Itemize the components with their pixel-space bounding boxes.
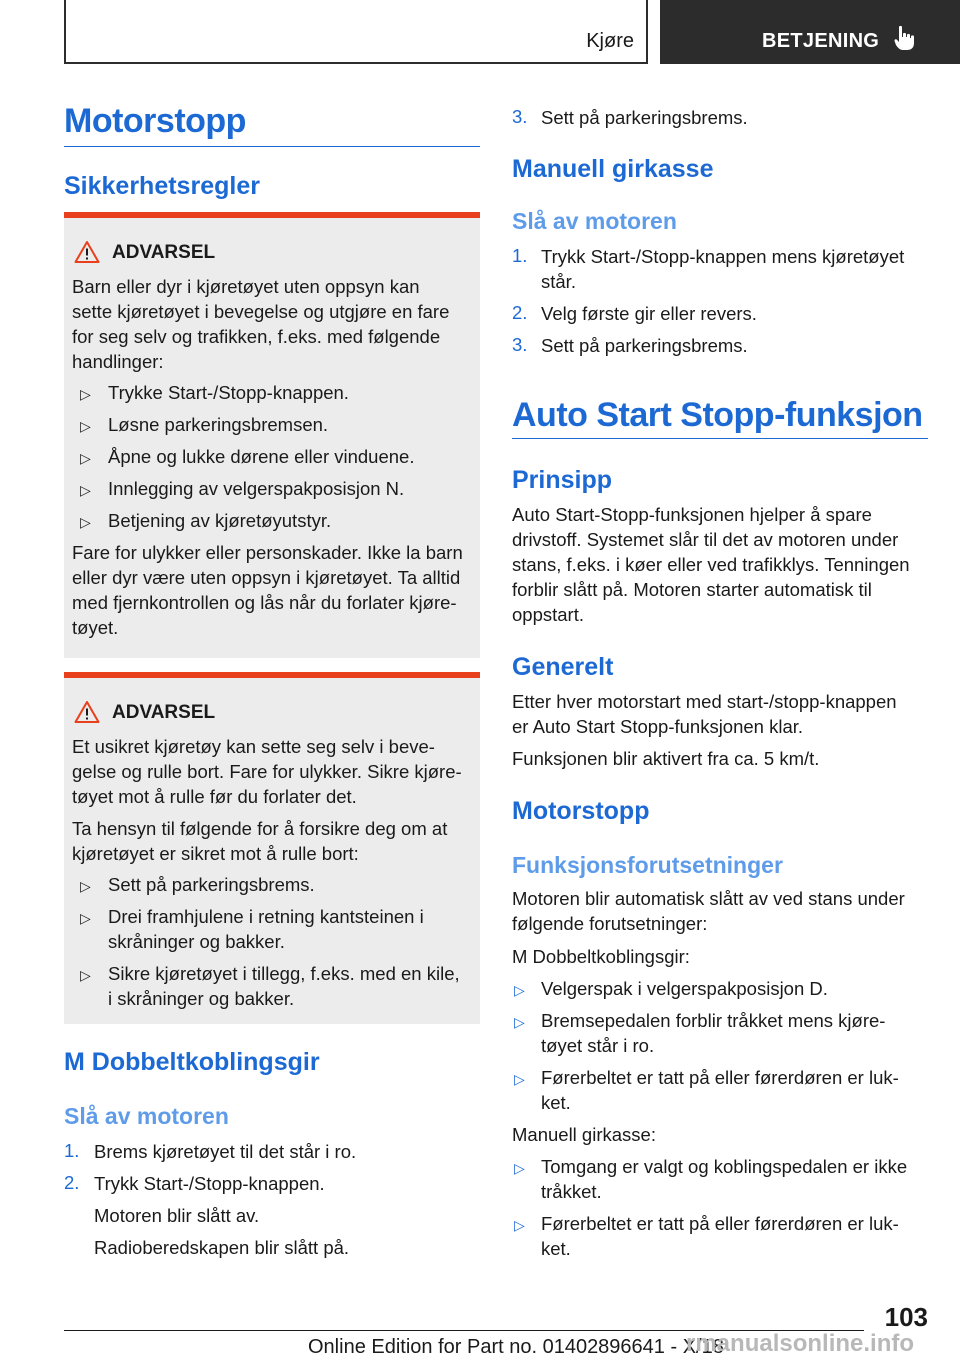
paragraph: Motoren blir automatisk slått av ved stans under følgende forutsetninger: bbox=[512, 888, 905, 934]
warning-text: Ta hensyn til følgende for å forsikre deg om at kjøretøyet er sikret mot å rulle bort: bbox=[72, 818, 448, 864]
page-number: 103 bbox=[884, 1302, 928, 1332]
warning-triangle-icon bbox=[74, 700, 100, 724]
list-item: Løsne parkeringsbremsen. bbox=[108, 414, 329, 435]
subsection-heading: Slå av motoren bbox=[512, 208, 677, 234]
warning-text: Fare for ulykker eller personskader. Ikke la barn eller dyr være uten oppsyn i kjøretøyet. Ta alltid med fjernkontrollen og lås når du forlater kjøre- tøyet. bbox=[72, 542, 463, 638]
list-item: Førerbeltet er tatt på eller førerdøren er luk- ket. bbox=[541, 1067, 899, 1113]
list-item: Drei framhjulene i retning kantsteinen i skråninger og bakker. bbox=[108, 906, 424, 952]
safety-heading: Sikkerhetsregler bbox=[64, 172, 260, 200]
header-section-tab bbox=[64, 0, 648, 64]
subsection-heading: Slå av motoren bbox=[64, 1103, 229, 1129]
page-title: Motorstopp bbox=[64, 102, 246, 140]
step-text: Trykk Start-/Stopp-knappen. bbox=[94, 1173, 325, 1194]
title-rule bbox=[512, 438, 928, 439]
paragraph: Funksjonen blir aktivert fra ca. 5 km/t. bbox=[512, 748, 820, 769]
list-item: Betjening av kjøretøyutstyr. bbox=[108, 510, 332, 531]
list-item: Tomgang er valgt og koblingspedalen er ikke tråkket. bbox=[541, 1156, 908, 1202]
step-number: 2. bbox=[512, 302, 528, 323]
paragraph: Etter hver motorstart med start-/stopp-knappen er Auto Start Stopp-funksjonen klar. bbox=[512, 691, 897, 737]
step-number: 2. bbox=[64, 1172, 80, 1193]
step-number: 1. bbox=[512, 245, 528, 266]
step-text: Brems kjøretøyet til det står i ro. bbox=[94, 1141, 357, 1162]
step-text: Sett på parkeringsbrems. bbox=[541, 335, 748, 356]
paragraph: Manuell girkasse: bbox=[512, 1124, 656, 1145]
step-number: 1. bbox=[64, 1140, 80, 1161]
section-heading: Motorstopp bbox=[512, 797, 650, 825]
section-heading: Generelt bbox=[512, 653, 614, 681]
step-number: 3. bbox=[512, 106, 528, 127]
warning-label: ADVARSEL bbox=[112, 702, 216, 723]
step-text: Velg første gir eller revers. bbox=[541, 303, 757, 324]
step-number: 3. bbox=[512, 334, 528, 355]
warning-box: ADVARSEL Barn eller dyr i kjøretøyet uten oppsyn kan sette kjøretøyet i bevegelse og utgjøre en fare for seg selv og trafikken, f.eks. med følgende handlinger: ▷ Trykke Start-/Stopp-knappen. ▷ Løsne parkeringsbremsen. ▷ Åpne og lukke dørene eller vinduene. ▷ Innlegging av velgerspakposisjon N. ▷ Betjening av kjøretøyutstyr. Fare for ulykker eller personskader. Ikke la barn eller dyr være uten oppsyn i kjøretøyet. Ta alltid med fjernkontrollen og lås når du forlater kjøre- tøyet. bbox=[64, 212, 480, 658]
step-note: Motoren blir slått av. bbox=[94, 1205, 260, 1226]
list-item: Førerbeltet er tatt på eller førerdøren er luk- ket. bbox=[541, 1213, 899, 1259]
pointing-hand-icon bbox=[894, 25, 916, 51]
title-rule bbox=[64, 146, 480, 147]
list-item: Sett på parkeringsbrems. bbox=[108, 874, 315, 895]
header-section-label: Kjøre bbox=[586, 30, 634, 52]
warning-bar bbox=[64, 672, 480, 678]
warning-text: Barn eller dyr i kjøretøyet uten oppsyn kan sette kjøretøyet i bevegelse og utgjøre en fare for seg selv og trafikken, f.eks. med følgende handlinger: bbox=[72, 276, 450, 372]
step-text: Sett på parkeringsbrems. bbox=[541, 107, 748, 128]
list-item: Sikre kjøretøyet i tillegg, f.eks. med en kile, i skråninger og bakker. bbox=[108, 963, 460, 1009]
warning-box: ADVARSEL Et usikret kjøretøy kan sette seg selv i beve- gelse og rulle bort. Fare for ulykker. Sikre kjøre- tøyet mot å rulle før du forlater det. Ta hensyn til følgende for å forsikre deg om at kjøretøyet er sikret mot å rulle bort: ▷ Sett på parkeringsbrems. ▷ Drei framhjulene i retning kantsteinen i skråninger og bakker. ▷ Sikre kjøretøyet i tillegg, f.eks. med en kile, i skråninger og bakker. bbox=[64, 672, 480, 1024]
chapter-title: Auto Start Stopp-funksjon bbox=[512, 396, 923, 434]
paragraph: M Dobbeltkoblingsgir: bbox=[512, 946, 690, 967]
subsection-heading: Funksjonsforutsetninger bbox=[512, 852, 783, 878]
header-chapter-tab bbox=[660, 0, 960, 64]
warning-triangle-icon bbox=[74, 240, 100, 264]
list-item: Innlegging av velgerspakposisjon N. bbox=[108, 478, 405, 499]
warning-label: ADVARSEL bbox=[112, 242, 216, 263]
watermark: rmanualsonline.info bbox=[686, 1330, 915, 1357]
section-heading: M Dobbeltkoblingsgir bbox=[64, 1048, 320, 1076]
step-note: Radioberedskapen blir slått på. bbox=[94, 1237, 350, 1258]
footer-edition: Online Edition for Part no. 01402896641 - X/18 bbox=[308, 1336, 724, 1358]
paragraph: Auto Start-Stopp-funksjonen hjelper å spare drivstoff. Systemet slår til det av motoren under stans, f.eks. i køer eller ved trafikklys. Tenningen forblir slått på. Motoren starter automatisk til oppstart. bbox=[512, 504, 910, 625]
step-text: Trykk Start-/Stopp-knappen mens kjøretøyet står. bbox=[541, 246, 905, 292]
header-chapter-label: BETJENING bbox=[762, 30, 880, 52]
section-heading: Manuell girkasse bbox=[512, 155, 714, 183]
list-item: Bremsepedalen forblir tråkket mens kjøre- tøyet står i ro. bbox=[541, 1010, 886, 1056]
list-item: Åpne og lukke dørene eller vinduene. bbox=[108, 446, 415, 467]
warning-text: Et usikret kjøretøy kan sette seg selv i beve- gelse og rulle bort. Fare for ulykker. Sikre kjøre- tøyet mot å rulle før du forlater det. bbox=[72, 736, 462, 807]
warning-bar bbox=[64, 212, 480, 218]
list-item: Velgerspak i velgerspakposisjon D. bbox=[541, 978, 828, 999]
section-heading: Prinsipp bbox=[512, 466, 613, 494]
list-item: Trykke Start-/Stopp-knappen. bbox=[108, 382, 349, 403]
